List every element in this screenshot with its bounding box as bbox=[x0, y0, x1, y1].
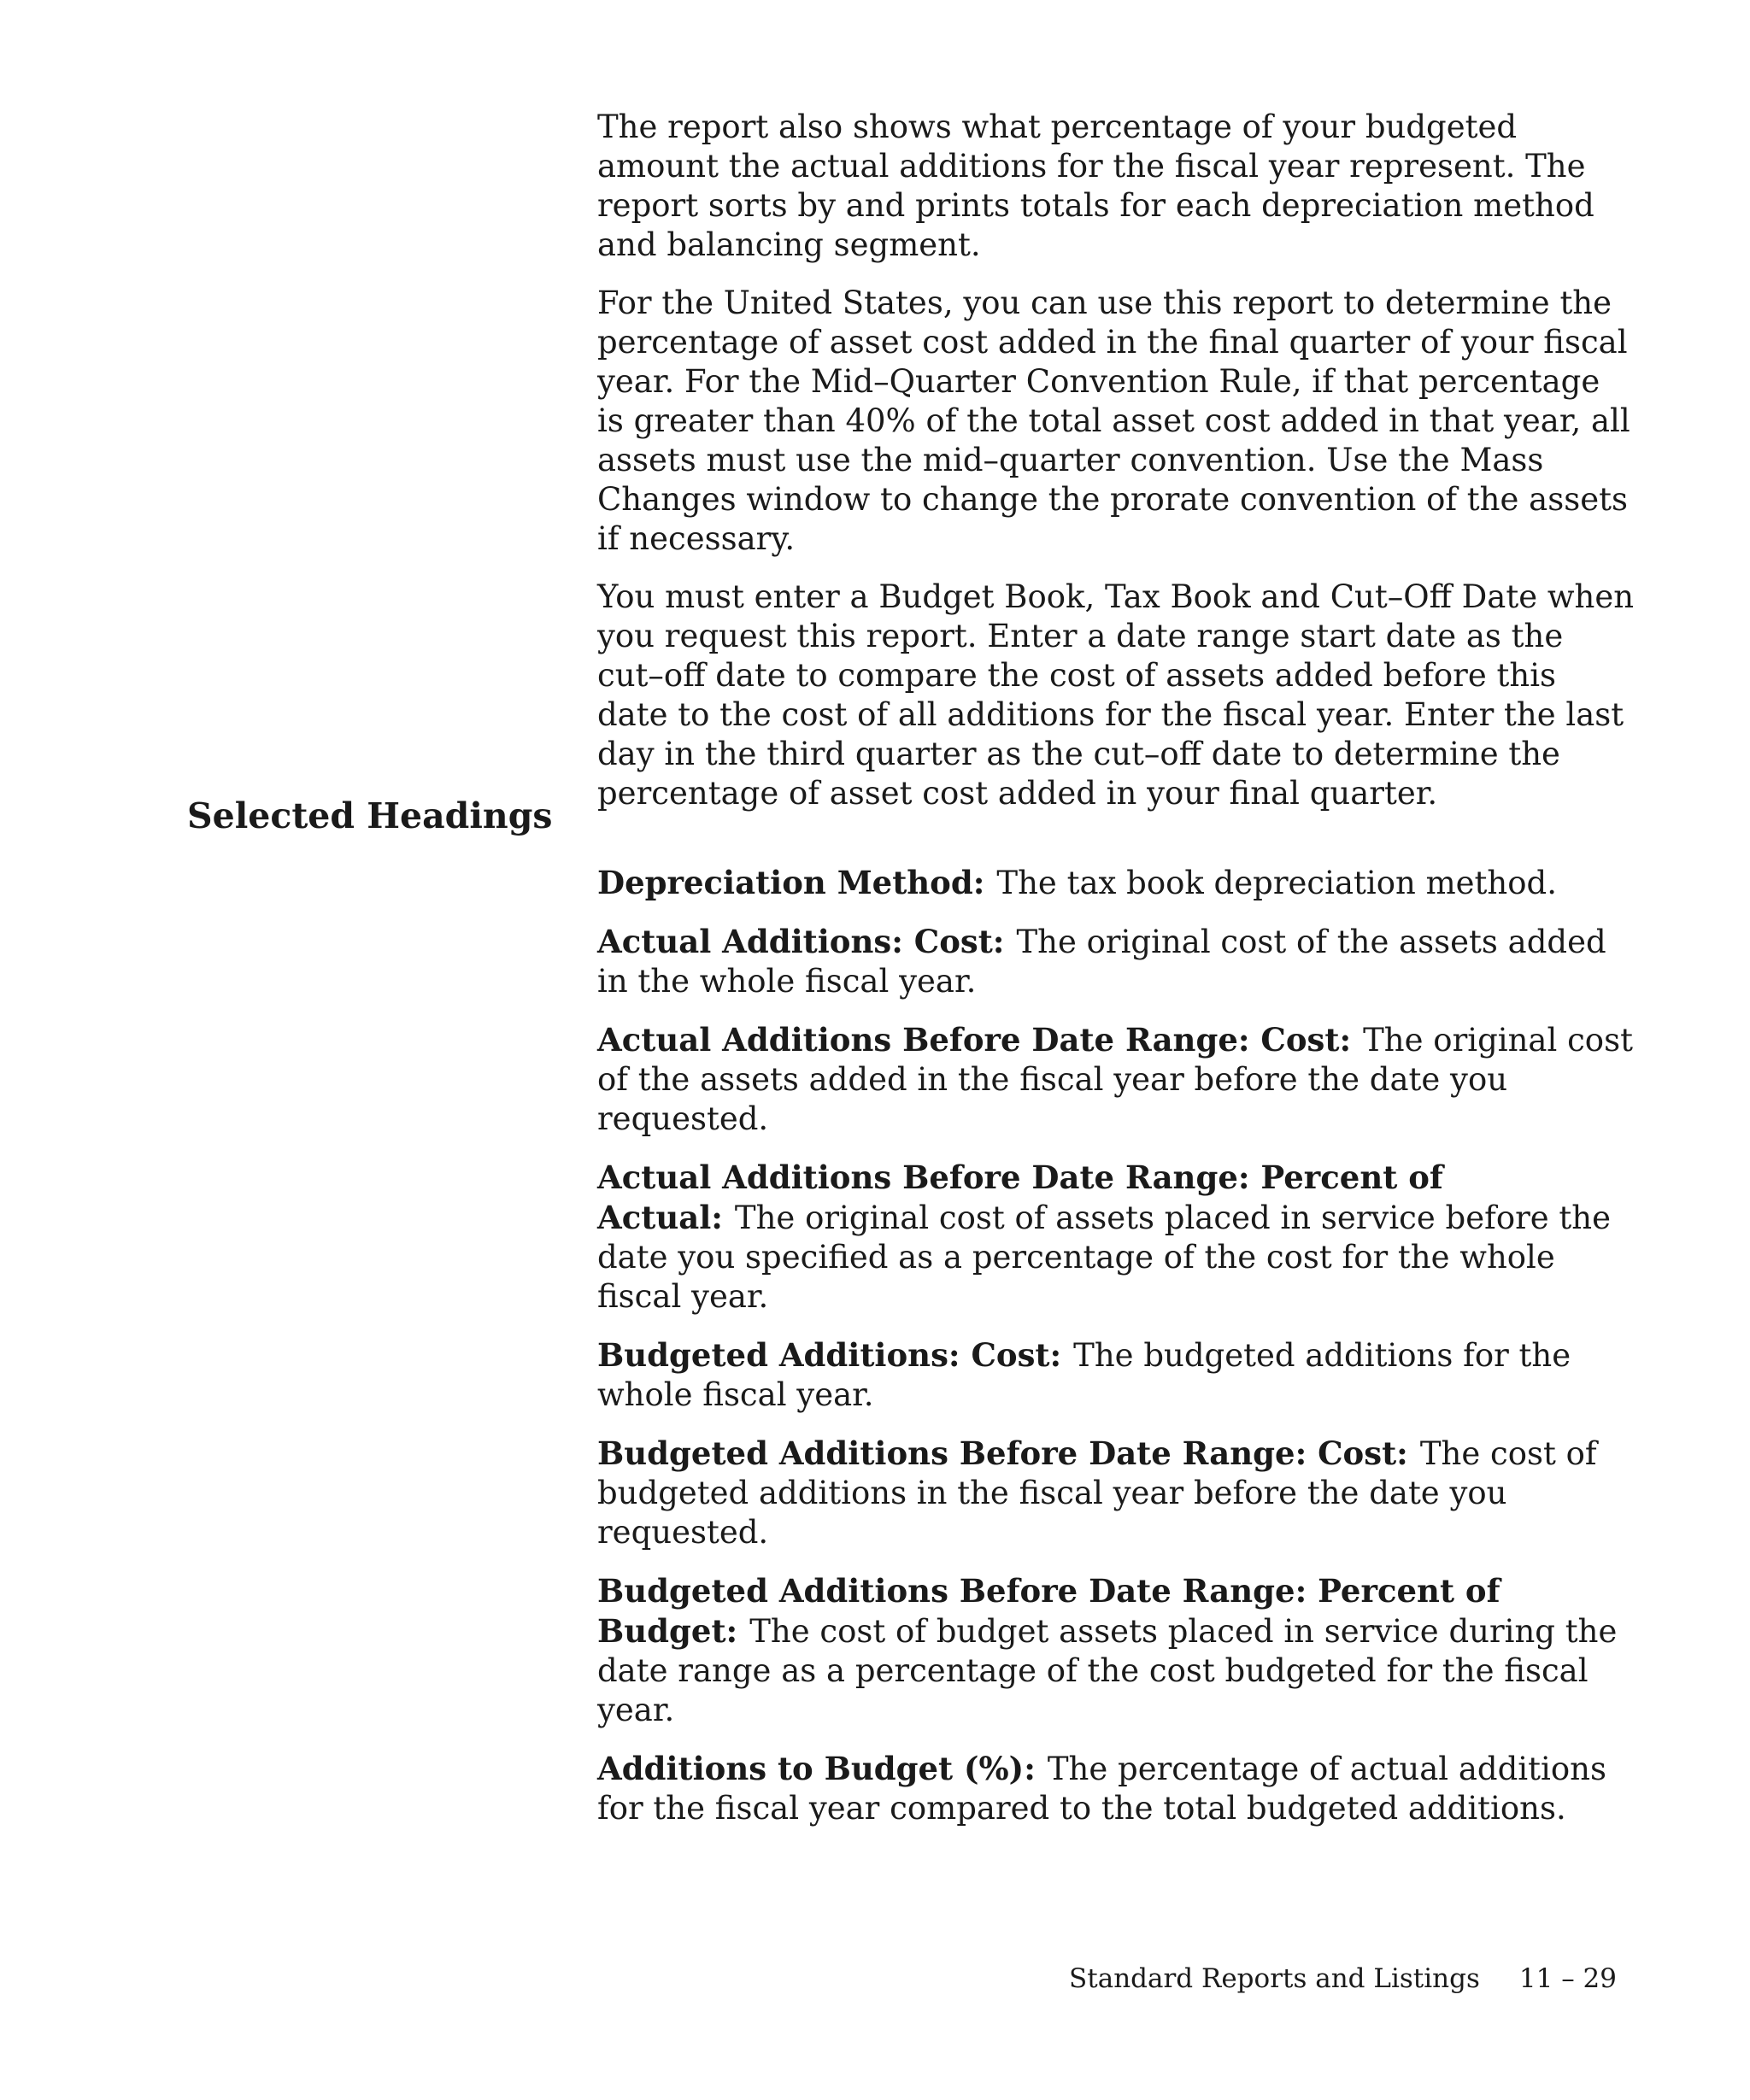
heading-description: The original cost of assets placed in service before the date you specified as a percentage of the cost for the whole fiscal year. bbox=[597, 1200, 1612, 1315]
heading-definition bbox=[597, 1158, 1635, 1317]
heading-definition bbox=[597, 1335, 1635, 1415]
page-footer bbox=[940, 1962, 1617, 1996]
heading-definition bbox=[597, 1571, 1635, 1730]
heading-definition bbox=[597, 863, 1635, 903]
heading-description: The budgeted additions for the whole fiscal year. bbox=[597, 1337, 1571, 1413]
heading-definition bbox=[597, 922, 1635, 1001]
body-paragraph: The report also shows what percentage of your budgeted amount the actual additions for the fiscal year represent. The report sorts by and prints totals for each depreciation method and balancing segment. bbox=[597, 109, 1594, 263]
heading-description: The original cost of the assets added in the whole fiscal year. bbox=[597, 924, 1606, 1000]
heading-description: The percentage of actual additions for the fiscal year compared to the total budgeted additions. bbox=[597, 1751, 1606, 1827]
heading-description: The original cost of the assets added in the fiscal year before the date you requested. bbox=[597, 1022, 1633, 1137]
footer-title: Standard Reports and Listings bbox=[1069, 1963, 1480, 1994]
heading-term: Actual Additions: Cost: bbox=[597, 923, 1005, 960]
body-paragraph: For the United States, you can use this report to determine the percentage of asset cost added in the final quarter of your fiscal year. For the Mid–Quarter Convention Rule, if that percentage is greater than 40% of the total asset cost added in that year, all assets must use the mid–quarter convention. Use the Mass Changes window to change the prorate convention of the assets if necessary. bbox=[597, 284, 1630, 557]
heading-description: The cost of budgeted additions in the fiscal year before the date you requested. bbox=[597, 1435, 1597, 1551]
selected-headings-list bbox=[597, 863, 1635, 1847]
heading-term: Budgeted Additions: Cost: bbox=[597, 1336, 1062, 1374]
heading-term: Actual Additions Before Date Range: Percent of Actual: bbox=[597, 1159, 1443, 1236]
heading-definition bbox=[597, 1020, 1635, 1139]
heading-term: Additions to Budget (%): bbox=[597, 1750, 1036, 1787]
body-paragraph: You must enter a Budget Book, Tax Book and Cut–Off Date when you request this report. Enter a date range start date as the cut–off date to compare the cost of assets added before this date to the cost of all additions for the fiscal year. Enter the last day in the third quarter as the cut–off date to determine the percentage of asset cost added in your final quarter. bbox=[597, 578, 1635, 812]
heading-term: Depreciation Method: bbox=[597, 864, 985, 901]
body-text-column bbox=[597, 108, 1635, 832]
heading-term: Budgeted Additions Before Date Range: Percent of Budget: bbox=[597, 1572, 1500, 1650]
heading-description: The tax book depreciation method. bbox=[996, 865, 1557, 901]
heading-definition bbox=[597, 1434, 1635, 1552]
page-number: 11 – 29 bbox=[1518, 1963, 1617, 1994]
heading-term: Budgeted Additions Before Date Range: Cost: bbox=[597, 1434, 1408, 1472]
section-heading: Selected Headings bbox=[187, 795, 553, 836]
heading-description: The cost of budget assets placed in service during the date range as a percentage of the cost budgeted for the fiscal year. bbox=[597, 1613, 1618, 1728]
heading-term: Actual Additions Before Date Range: Cost: bbox=[597, 1021, 1352, 1059]
heading-definition bbox=[597, 1749, 1635, 1828]
